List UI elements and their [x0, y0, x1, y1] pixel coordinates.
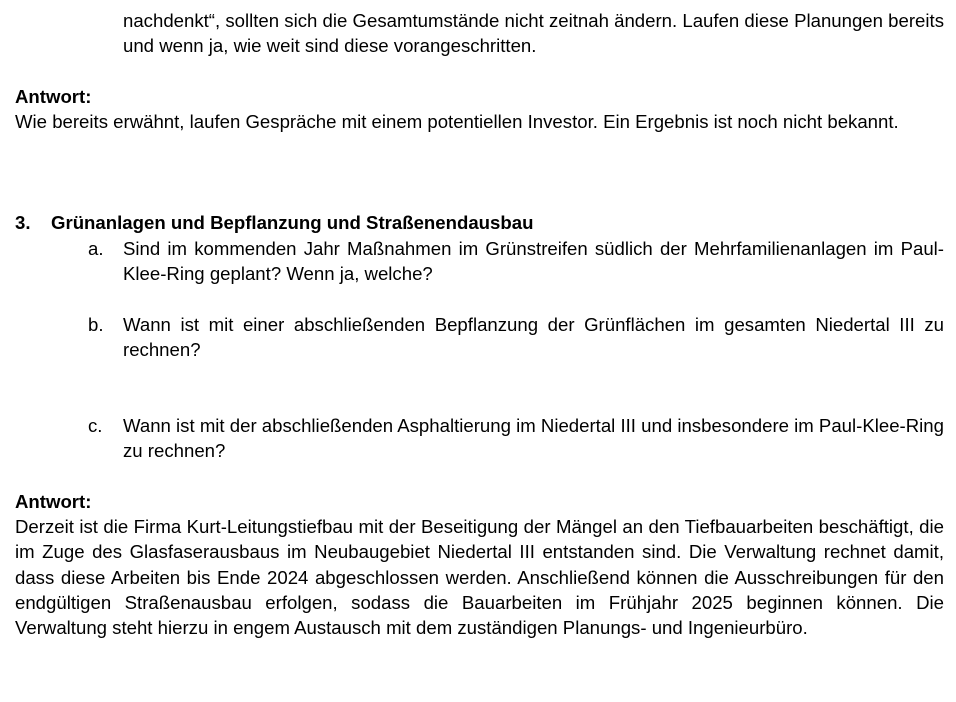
answer-text: Derzeit ist die Firma Kurt-Leitungstiefbau mit der Beseitigung der Mängel an den Tiefbauarbeiten beschäftigt, die im Zuge des Glasfaserausbaus im Neubaugebiet Niedertal III entstanden sind. Die Verwaltung rechnet damit, dass diese Arbeiten bis Ende 2024 abgeschlossen werden. Anschließend können die Ausschreibungen für den endgültigen Straßenausbau erfolgen, sodass die Bauarbeiten im Frühjahr 2025 beginnen können. Die Verwaltung steht hierzu in engem Austausch mit dem zuständigen Planungs- und Ingenieurbüro.: [15, 515, 944, 639]
question-letter: a.: [88, 237, 104, 259]
spacer: [15, 134, 944, 210]
document-page: [15, 8, 944, 640]
question-letter: c.: [88, 414, 103, 436]
spacer: [15, 362, 944, 413]
question-item: [15, 413, 944, 464]
spacer: [15, 59, 944, 84]
question-text: Wann ist mit der abschließenden Asphaltierung im Niedertal III und insbesondere im Paul-Klee-Ring zu rechnen?: [123, 414, 944, 462]
question-item: [15, 312, 944, 363]
section-number: 3.: [15, 212, 31, 234]
question-letter: b.: [88, 313, 104, 335]
question-text: Wann ist mit einer abschließenden Bepflanzung der Grünflächen im gesamten Niedertal III zu rechnen?: [123, 313, 944, 360]
answer-text: Wie bereits erwähnt, laufen Gespräche mit einem potentiellen Investor. Ein Ergebnis ist noch nicht bekannt.: [15, 111, 899, 133]
question-text: Sind im kommenden Jahr Maßnahmen im Grünstreifen südlich der Mehrfamilienanlagen im Paul-Klee-Ring geplant? Wenn ja, welche?: [123, 237, 944, 284]
answer-label: Antwort:: [15, 85, 92, 107]
section-heading: [15, 210, 944, 235]
spacer: [15, 286, 944, 311]
question-item: [15, 236, 944, 287]
answer-label: Antwort:: [15, 490, 92, 512]
spacer: [15, 463, 944, 488]
section-title: Grünanlagen und Bepflanzung und Straßenendausbau: [51, 212, 534, 234]
question-continuation-text: nachdenkt“, sollten sich die Gesamtumstände nicht zeitnah ändern. Laufen diese Planungen bereits und wenn ja, wie weit sind diese vorangeschritten.: [123, 10, 944, 57]
